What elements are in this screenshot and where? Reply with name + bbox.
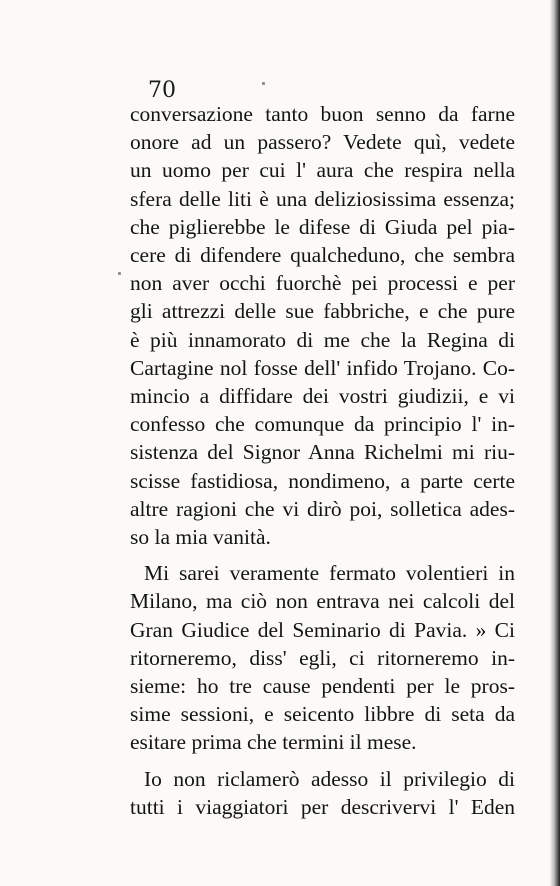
text-line: ritorneremo, diss' egli, ci ritorneremo in- <box>130 645 515 670</box>
body-text <box>130 100 515 821</box>
text-line: conversazione tanto buon senno da farne <box>130 102 515 126</box>
paragraph <box>130 559 515 756</box>
page-edge-shadow <box>550 0 560 886</box>
text-line: tutti i viaggiatori per descrivervi l' Eden <box>130 794 515 819</box>
paragraph <box>130 100 515 551</box>
text-line: che piglierebbe le difese di Giuda pel pia- <box>130 214 515 239</box>
text-line: Gran Giudice del Seminario di Pavia. » Ci <box>130 617 515 642</box>
text-line: Cartagine nol fosse dell' infido Trojano. Co- <box>130 355 515 380</box>
paragraph <box>130 765 515 821</box>
text-line: Io non riclamerò adesso il privilegio di <box>144 766 515 791</box>
text-line: un uomo per cui l' aura che respira nella <box>130 158 515 183</box>
text-line: so la mia vanità. <box>130 525 271 550</box>
text-line: confesso che comunque da principio l' in- <box>130 412 515 437</box>
page-number: 70 <box>148 78 176 103</box>
paper-speck <box>262 82 265 85</box>
text-line: è più innamorato di me che la Regina di <box>130 327 515 352</box>
text-line: altre ragioni che vi dirò poi, solletica ades- <box>130 496 515 521</box>
paper-speck <box>118 272 121 275</box>
text-line: onore ad un passero? Vedete quì, vedete <box>130 130 515 155</box>
text-line: non aver occhi fuorchè pei processi e per <box>130 271 515 296</box>
text-line: esitare prima che termini il mese. <box>130 730 417 755</box>
text-line: Mi sarei veramente fermato volentieri in <box>144 561 515 586</box>
text-line: cere di difendere qualcheduno, che sembra <box>130 243 515 268</box>
text-line: scisse fastidiosa, nondimeno, a parte certe <box>130 468 515 493</box>
text-line: mincio a diffidare dei vostri giudizii, e vi <box>130 384 515 409</box>
text-line: sieme: ho tre cause pendenti per le pros- <box>130 674 515 699</box>
text-line: sfera delle liti è una deliziosissima essenza; <box>130 186 515 211</box>
text-line: sime sessioni, e seicento libbre di seta da <box>130 702 515 727</box>
text-line: sistenza del Signor Anna Richelmi mi riu- <box>130 440 515 465</box>
text-line: Milano, ma ciò non entrava nei calcoli del <box>130 589 515 614</box>
text-line: gli attrezzi delle sue fabbriche, e che pure <box>130 299 515 324</box>
